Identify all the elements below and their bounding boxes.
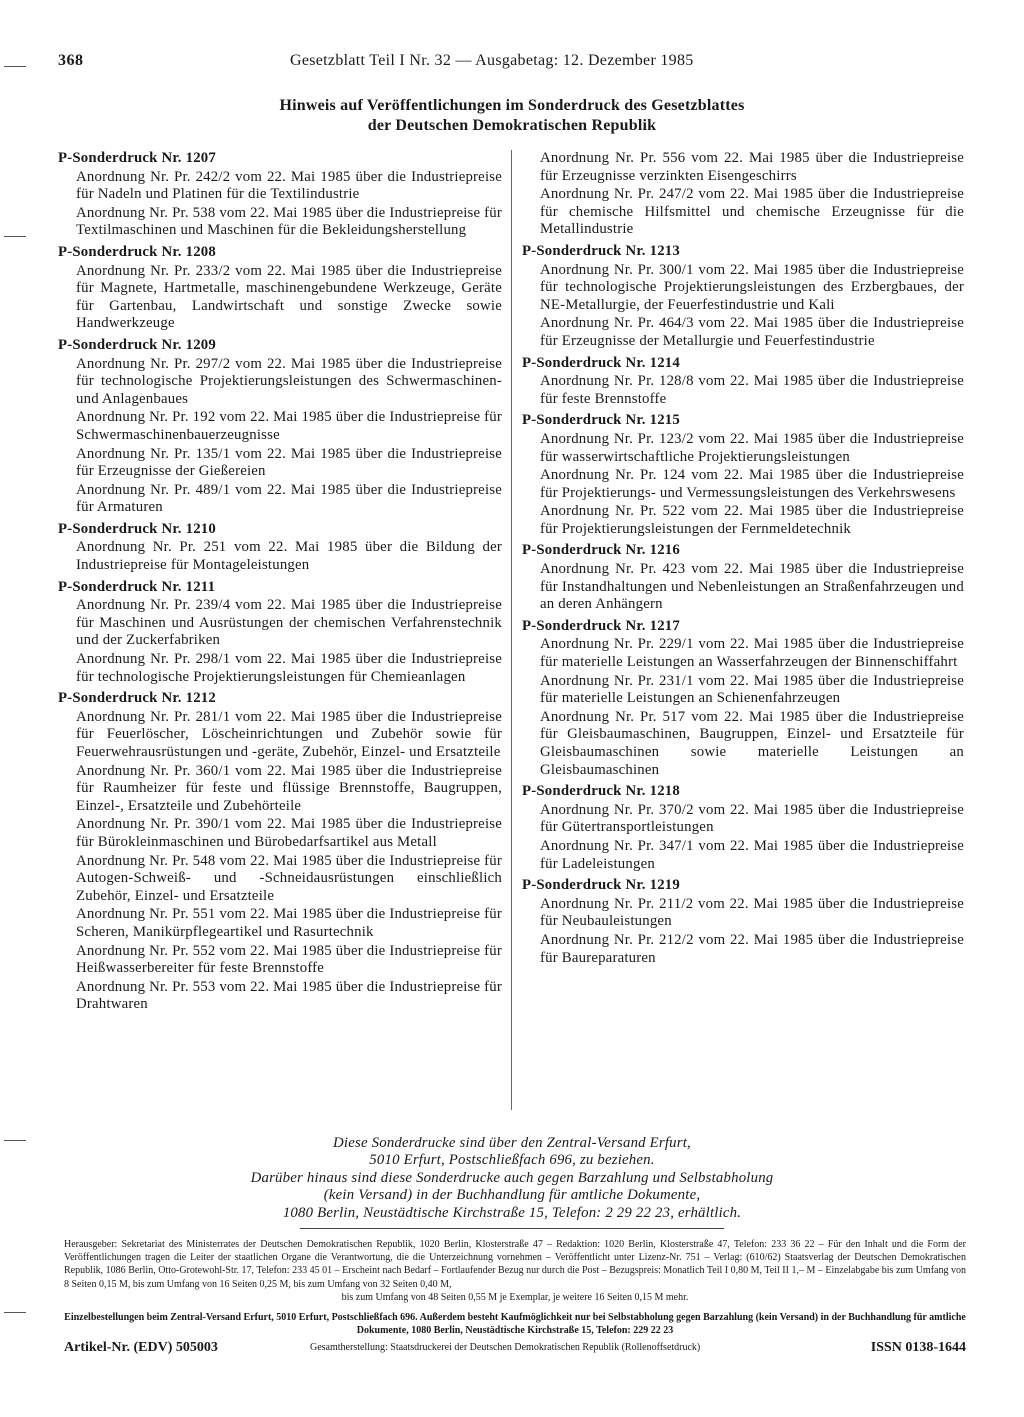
- notice-line: Darüber hinaus sind diese Sonderdrucke auch gegen Barzahlung und Selbstabholung: [250, 1169, 774, 1186]
- sonderdruck-group: [58, 150, 502, 240]
- anordnung-entry: Anordnung Nr. Pr. 423 vom 22. Mai 1985 über die Industriepreise für Instandhaltungen und Nebenleistungen an Straßenfahrzeugen und an deren Anhängern: [540, 561, 964, 613]
- issn: ISSN 0138-1644: [870, 1340, 966, 1355]
- anordnung-entry: Anordnung Nr. Pr. 347/1 vom 22. Mai 1985 über die Industriepreise für Ladeleistungen: [540, 837, 964, 872]
- anordnung-entry: Anordnung Nr. Pr. 192 vom 22. Mai 1985 über die Industriepreise für Schwermaschinenbauerzeugnisse: [76, 409, 503, 443]
- anordnung-entry: Anordnung Nr. Pr. 123/2 vom 22. Mai 1985 über die Industriepreise für wasserwirtschaftliche Projektierungsleistungen: [540, 430, 964, 465]
- margin-mark: [4, 236, 26, 237]
- sonderdruck-heading: P-Sonderdruck Nr. 1207: [58, 150, 216, 166]
- sonderdruck-group: [58, 579, 502, 687]
- notice-line: 5010 Erfurt, Postschließfach 696, zu beziehen.: [369, 1152, 655, 1169]
- running-title: Gesetzblatt Teil I Nr. 32 — Ausgabetag: 12. Dezember 1985: [290, 52, 694, 69]
- imprint: [64, 1238, 966, 1304]
- sonderdruck-heading: P-Sonderdruck Nr. 1215: [522, 412, 680, 429]
- anordnung-entry: Anordnung Nr. Pr. 548 vom 22. Mai 1985 über die Industriepreise für Autogen-Schweiß- und -Schneidausrüstungen einschließlich Zubehör, Einzel- und Ersatzteile: [76, 852, 503, 904]
- anordnung-entry: Anordnung Nr. Pr. 297/2 vom 22. Mai 1985 über die Industriepreise für technologische Projektierungsleistungen des Schwermaschinen- und Anlagenbaues: [76, 355, 502, 407]
- sonderdruck-heading: P-Sonderdruck Nr. 1210: [58, 520, 216, 537]
- right-column-groups: [522, 243, 964, 967]
- anordnung-entry: Anordnung Nr. Pr. 239/4 vom 22. Mai 1985 über die Industriepreise für Maschinen und Ausrüstungen der chemischen Verfahrenstechnik und der Zuckerfabriken: [76, 597, 502, 649]
- sonderdruck-heading: P-Sonderdruck Nr. 1211: [58, 578, 216, 595]
- order-info: Einzelbestellungen beim Zentral-Versand Erfurt, 5010 Erfurt, Postschließfach 696. Außerdem besteht Kaufmöglichkeit nur bei Selbstabholung gegen Barzahlung (kein Versand) in der Buchhandlung für amtliche Dokumente, 1080 Berlin, Neustädtische Kirchstraße 15, Telefon: 229 22 23: [64, 1312, 966, 1337]
- anordnung-entry: Anordnung Nr. Pr. 231/1 vom 22. Mai 1985 über die Industriepreise für materielle Leistungen an Schienenfahrzeugen: [540, 672, 964, 707]
- title-line-2: der Deutschen Demokratischen Republik: [367, 117, 657, 134]
- anordnung-entry: Anordnung Nr. Pr. 233/2 vom 22. Mai 1985 über die Industriepreise für Magnete, Hartmetalle, maschinengebundene Werkzeuge, Geräte für Gartenbau, Landwirtschaft und sonstige Zwecke sowie Handwerkzeuge: [76, 262, 502, 332]
- page-footer: [64, 1340, 966, 1360]
- sonderdruck-group: [58, 690, 502, 1014]
- sonderdruck-group: [522, 412, 964, 538]
- title-line-1: Hinweis auf Veröffentlichungen im Sonderdruck des Gesetzblattes: [279, 97, 745, 114]
- ordering-notice: [150, 1135, 874, 1222]
- anordnung-entry: Anordnung Nr. Pr. 300/1 vom 22. Mai 1985 über die Industriepreise für technologische Projektierungsleistungen des Erzbergbaues, der NE-Metallurgie, der Feuerfestindustrie und Kali: [540, 261, 964, 313]
- margin-mark: [4, 1312, 26, 1313]
- anordnung-entry: Anordnung Nr. Pr. 464/3 vom 22. Mai 1985 über die Industriepreise für Erzeugnisse der Metallurgie und Feuerfestindustrie: [540, 315, 964, 349]
- anordnung-entry: Anordnung Nr. Pr. 212/2 vom 22. Mai 1985 über die Industriepreise für Baureparaturen: [540, 931, 964, 966]
- imprint-continuation: bis zum Umfang von 48 Seiten 0,55 M je Exemplar, je weitere 16 Seiten 0,15 M mehr.: [341, 1291, 689, 1303]
- sonderdruck-group: [58, 521, 502, 575]
- right-column: [522, 150, 964, 971]
- sonderdruck-group: [58, 244, 502, 333]
- anordnung-entry: Anordnung Nr. Pr. 390/1 vom 22. Mai 1985 über die Industriepreise für Bürokleinmaschinen und Bürobedarfsartikel aus Metall: [76, 816, 502, 850]
- anordnung-entry: Anordnung Nr. Pr. 360/1 vom 22. Mai 1985 über die Industriepreise für Raumheizer für feste und flüssige Brennstoffe, Baugruppen, Einzel-, Ersatzteile und Zubehörteile: [76, 762, 502, 814]
- notice-line: 1080 Berlin, Neustädtische Kirchstraße 15, Telefon: 2 29 22 23, erhältlich.: [282, 1204, 742, 1221]
- anordnung-entry: Anordnung Nr. Pr. 229/1 vom 22. Mai 1985 über die Industriepreise für materielle Leistungen an Wasserfahrzeugen der Binnenschiffahrt: [540, 636, 964, 671]
- margin-mark: [4, 66, 26, 67]
- anordnung-entry: Anordnung Nr. Pr. 281/1 vom 22. Mai 1985 über die Industriepreise für Feuerlöscher, Löscheinrichtungen und Zubehör sowie für Feuerwehrausrüstungen und -geräte, Zubehör, Einzel- und Ersatzteile: [76, 708, 502, 760]
- page-header: [58, 52, 964, 76]
- anordnung-entry: Anordnung Nr. Pr. 251 vom 22. Mai 1985 über die Bildung der Industriepreise für Montageleistungen: [76, 539, 502, 574]
- sonderdruck-group: [522, 877, 964, 967]
- sonderdruck-group: [522, 618, 964, 779]
- anordnung-entry: Anordnung Nr. Pr. 298/1 vom 22. Mai 1985 über die Industriepreise für technologische Projektierungsleistungen für Chemieanlagen: [76, 651, 502, 685]
- margin-mark: [4, 1140, 26, 1141]
- sonderdruck-heading: P-Sonderdruck Nr. 1217: [522, 617, 680, 634]
- anordnung-entry: Anordnung Nr. Pr. 128/8 vom 22. Mai 1985 über die Industriepreise für feste Brennstoffe: [540, 373, 964, 407]
- anordnung-entry: Anordnung Nr. Pr. 553 vom 22. Mai 1985 über die Industriepreise für Drahtwaren: [76, 978, 503, 1013]
- left-column: [58, 150, 502, 1018]
- notice-line: Diese Sonderdrucke sind über den Zentral-Versand Erfurt,: [333, 1135, 691, 1151]
- separator-rule: [300, 1228, 724, 1229]
- sonderdruck-heading: P-Sonderdruck Nr. 1208: [58, 243, 216, 260]
- column-divider: [511, 150, 512, 1110]
- anordnung-entry: Anordnung Nr. Pr. 552 vom 22. Mai 1985 über die Industriepreise für Heißwasserbereiter für feste Brennstoffe: [76, 942, 503, 977]
- anordnung-entry: Anordnung Nr. Pr. 538 vom 22. Mai 1985 über die Industriepreise für Textilmaschinen und Maschinen für die Bekleidungsherstellung: [76, 204, 503, 239]
- sonderdruck-heading: P-Sonderdruck Nr. 1214: [522, 354, 680, 371]
- printer-info: Gesamtherstellung: Staatsdruckerei der Deutschen Demokratischen Republik (Rollenoffsetdruck): [310, 1342, 701, 1353]
- anordnung-entry: Anordnung Nr. Pr. 522 vom 22. Mai 1985 über die Industriepreise für Projektierungsleistungen der Fernmeldetechnik: [540, 503, 964, 537]
- document-title: [0, 96, 1024, 136]
- sonderdruck-heading: P-Sonderdruck Nr. 1212: [58, 690, 216, 707]
- article-number: Artikel-Nr. (EDV) 505003: [64, 1340, 218, 1355]
- sonderdruck-heading: P-Sonderdruck Nr. 1209: [58, 336, 216, 353]
- anordnung-entry: Anordnung Nr. Pr. 211/2 vom 22. Mai 1985 über die Industriepreise für Neubauleistungen: [540, 895, 964, 930]
- imprint-main: Herausgeber: Sekretariat des Ministerrates der Deutschen Demokratischen Republik, 1020 Berlin, Klosterstraße 47 – Redaktion: 1020 Berlin, Klosterstraße 47, Telefon: 233 36 22 – Für den Inhalt und die Form der Veröffentlichungen tragen die Leiter der staatlichen Organe die Verantwortung, die die Unterzeichnung vornehmen – Veröffentlicht unter Lizenz-Nr. 751 – Verlag: (610/62) Staatsverlag der Deutschen Demokratischen Republik, 1086 Berlin, Otto-Grotewohl-Str. 17, Telefon: 233 45 01 – Erscheint nach Bedarf – Fortlaufender Bezug nur durch die Post – Bezugspreis: Monatlich Teil I 0,80 M, Teil II 1,– M – Einzelabgabe bis zum Umfang von 8 Seiten 0,15 M, bis zum Umfang von 16 Seiten 0,25 M, bis zum Umfang von 32 Seiten 0,40 M,: [64, 1239, 966, 1290]
- notice-line: (kein Versand) in der Buchhandlung für amtliche Dokumente,: [323, 1187, 701, 1204]
- sonderdruck-group: [522, 783, 964, 873]
- anordnung-entry: Anordnung Nr. Pr. 247/2 vom 22. Mai 1985 über die Industriepreise für chemische Hilfsmittel und chemische Erzeugnisse für die Metallindustrie: [540, 186, 964, 238]
- sonderdruck-group: [522, 542, 964, 613]
- sonderdruck-group: [522, 355, 964, 409]
- sonderdruck-group: [522, 243, 964, 351]
- anordnung-entry: Anordnung Nr. Pr. 517 vom 22. Mai 1985 über die Industriepreise für Gleisbaumaschinen, Baugruppen, Einzel- und Ersatzteile für Gleisbaumaschinen sowie materielle Leistungen an Gleisbaumaschinen: [540, 708, 964, 778]
- sonderdruck-group: [58, 337, 502, 517]
- anordnung-entry: Anordnung Nr. Pr. 556 vom 22. Mai 1985 über die Industriepreise für Erzeugnisse verzinkten Eisengeschirrs: [540, 150, 964, 184]
- anordnung-entry: Anordnung Nr. Pr. 370/2 vom 22. Mai 1985 über die Industriepreise für Gütertransportleistungen: [540, 801, 964, 836]
- anordnung-entry: Anordnung Nr. Pr. 135/1 vom 22. Mai 1985 über die Industriepreise für Erzeugnisse der Gießereien: [76, 445, 502, 480]
- sonderdruck-heading: P-Sonderdruck Nr. 1216: [522, 542, 680, 559]
- right-column-continuation: [522, 150, 964, 239]
- sonderdruck-heading: P-Sonderdruck Nr. 1213: [522, 242, 680, 259]
- page-number: 368: [58, 52, 84, 69]
- anordnung-entry: Anordnung Nr. Pr. 242/2 vom 22. Mai 1985 über die Industriepreise für Nadeln und Platinen für die Textilindustrie: [76, 168, 502, 203]
- anordnung-entry: Anordnung Nr. Pr. 551 vom 22. Mai 1985 über die Industriepreise für Scheren, Manikürpflegeartikel und Rasurtechnik: [76, 906, 503, 940]
- sonderdruck-heading: P-Sonderdruck Nr. 1219: [522, 877, 680, 894]
- anordnung-entry: Anordnung Nr. Pr. 489/1 vom 22. Mai 1985 über die Industriepreise für Armaturen: [76, 481, 502, 516]
- sonderdruck-heading: P-Sonderdruck Nr. 1218: [522, 783, 680, 800]
- anordnung-entry: Anordnung Nr. Pr. 124 vom 22. Mai 1985 über die Industriepreise für Projektierungs- und Vermessungsleistungen des Verkehrswesens: [540, 467, 964, 501]
